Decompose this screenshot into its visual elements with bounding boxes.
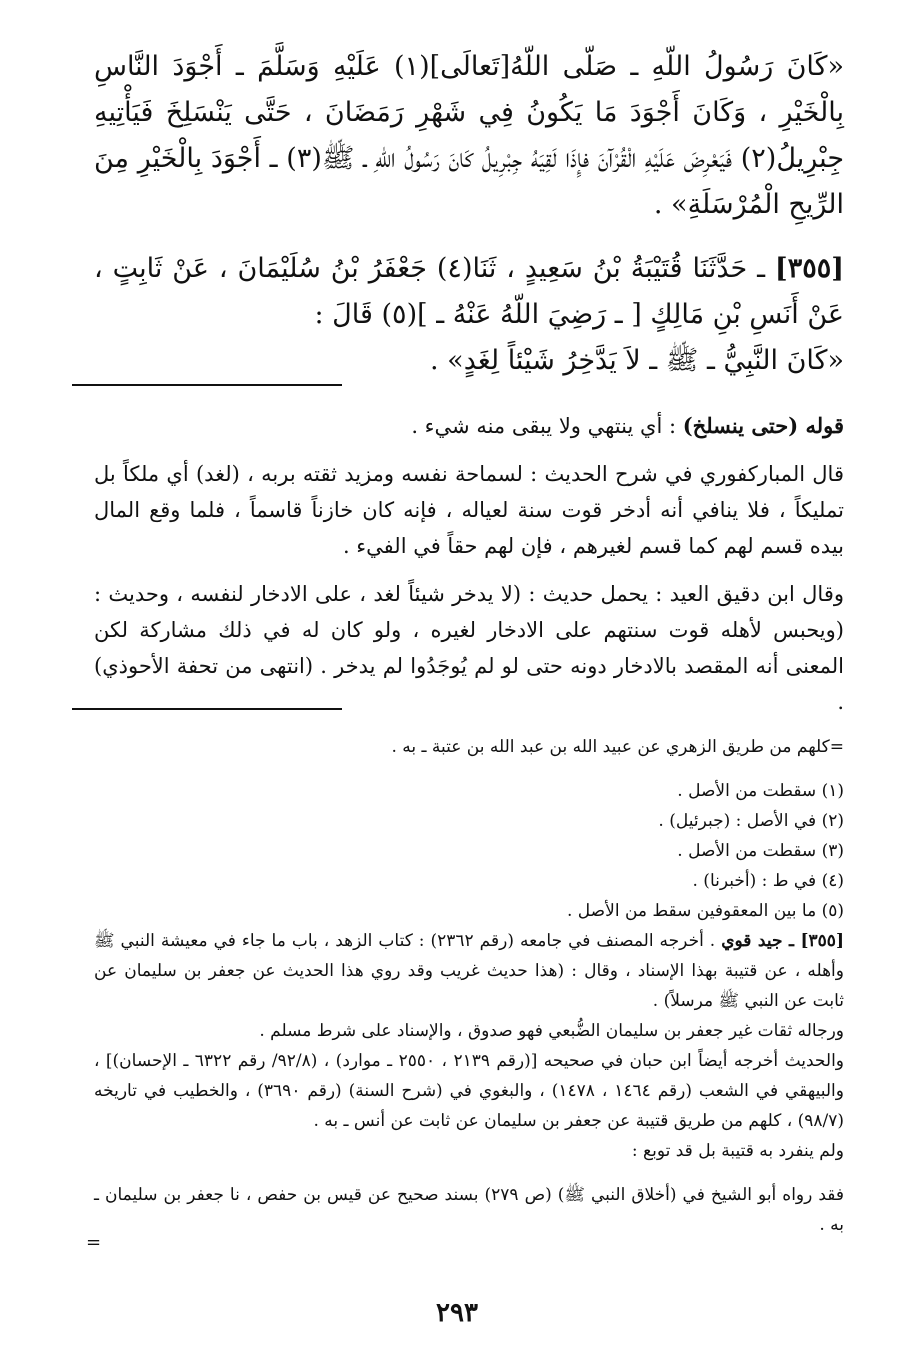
footnote-item: (٣) سقطت من الأصل .: [677, 841, 844, 861]
hadith-354-continuation: «كَانَ رَسُولُ اللّهِ ـ صَلّى اللّهُ[تَعالَى](١) عَلَيْهِ وَسَلَّمَ ـ أَجْوَدَ النَّاسِ بِالْخَيْرِ ، وَكَانَ أَجْوَدَ مَا يَكُونُ فِي شَهْرِ رَمَضَانَ ، حَتَّى يَنْسَلِخَ فَيَأْتِيهِ جِبْرِيلُ(٢) فَيَعْرِضَ عَلَيْهِ الْقُرْآنَ فإِذَا لَقِيَهُ جِبْرِيلُ كَانَ رَسُولُ اللّهِ ـ ﷺ(٣) ـ أَجْوَدَ بِالْخَيْرِ مِنَ الرِّيحِ الْمُرْسَلَةِ» .: [94, 51, 845, 220]
hadith-number-355: [٣٥٥]: [774, 253, 844, 284]
takhrij-text: . أخرجه المصنف في جامعه (رقم ٢٣٦٢) : كتاب الزهد ، باب ما جاء في معيشة النبي ﷺ وأهله ، عن قتيبة بهذا الإسناد ، وقال : (هذا حديث غريب وقد روي هذا الحديث عن جعفر بن سليمان عن ثابت عن النبي ﷺ مرسلاً) .: [94, 931, 844, 1011]
footnote-item: (١) سقطت من الأصل .: [677, 781, 844, 801]
takhrij-paragraph: فقد رواه أبو الشيخ في (أخلاق النبي ﷺ) (ص ٢٧٩) بسند صحيح عن قيس بن حفص ، نا جعفر بن سليمان ـ به .: [94, 1185, 845, 1235]
footnote-item: (٢) في الأصل : (جبرئيل) .: [658, 811, 844, 831]
commentary-paragraph: وقال ابن دقيق العيد : يحمل حديث : (لا يدخر شيئاً لغد ، على الادخار لنفسه ، وحديث : (ويحبس لأهله قوت سنتهم على الادخار لغيره ، ولو كان له في ذلك مشاركة لكن المعنى أنه المقصد بالادخار دونه حتى لو لم يُوجَدُوا لم يدخر . (انتهى من تحفة الأحوذي) .: [94, 582, 844, 714]
commentary-paragraph: قال المباركفوري في شرح الحديث : لسماحة نفسه ومزيد ثقته بربه ، (لغد) أي ملكاً بل تمليكاً ، فلا ينافي أنه أدخر قوت سنة لعياله ، فإنه كان خازناً قاسماً ، فلما وقع المال بيده قسم لهم كما قسم لغيرهم ، فإن لهم حقاً في الفيء .: [94, 462, 844, 558]
isnad-text: ـ حَدَّثَنَا قُتَيْبَةُ بْنُ سَعِيدٍ ، ثَنَا(٤) جَعْفَرُ بْنُ سُلَيْمَانَ ، عَنْ ثَابِتٍ ، عَنْ أَنَسِ بْنِ مَالِكٍ [ ـ رَضِيَ اللّهُ عَنْهُ ـ ](٥) قَالَ :: [94, 253, 844, 330]
footnotes-block: [94, 732, 844, 1240]
footnote-item: (٥) ما بين المعقوفين سقط من الأصل .: [567, 901, 844, 921]
takhrij-paragraph: [94, 926, 844, 1016]
commentary-lead: قوله (حتى ينسلخ): [682, 413, 844, 438]
footnote-carryover: =كلهم من طريق الزهري عن عبيد الله بن عبد الله بن عتبة ـ به .: [391, 737, 844, 757]
takhrij-paragraph: والحديث أخرجه أيضاً ابن حبان في صحيحه [(رقم ٢١٣٩ ، ٢٥٥٠ ـ موارد) ، (٩٢/٨/ رقم ٦٣٢٢ ـ الإحسان)] ، والبيهقي في الشعب (رقم ١٤٦٤ ، ١٤٧٨) ، والبغوي في (شرح السنة) (رقم ٣٦٩٠) ، والخطيب في تاريخه (٩٨/٧) ، كلهم من طريق قتيبة عن جعفر بن سليمان عن ثابت عن أنس ـ به .: [94, 1051, 845, 1131]
commentary-paragraph: [94, 408, 844, 444]
separator-line: [72, 384, 342, 386]
continuation-mark: =: [86, 1232, 102, 1253]
page-number: ٢٩٣: [436, 1298, 478, 1328]
hadith-355-matn: «كَانَ النَّبِيُّ ـ ﷺ ـ لاَ يَدَّخِرُ شَيْئاً لِغَدٍ» .: [430, 345, 844, 376]
hadith-355-isnad: [94, 246, 844, 338]
commentary-block: [94, 408, 844, 732]
footnote-separator: [72, 708, 342, 710]
footnote-item: (٤) في ط : (أخبرنا) .: [692, 871, 844, 891]
hadith-text-block: [94, 44, 844, 384]
takhrij-grade: [٣٥٥] ـ جيد قوي: [721, 931, 844, 951]
takhrij-paragraph: ورجاله ثقات غير جعفر بن سليمان الضُّبعي فهو صدوق ، والإسناد على شرط مسلم .: [259, 1021, 844, 1041]
commentary-text: : أي ينتهي ولا يبقى منه شيء .: [411, 414, 683, 438]
takhrij-paragraph: ولم ينفرد به قتيبة بل قد توبع :: [631, 1141, 844, 1161]
